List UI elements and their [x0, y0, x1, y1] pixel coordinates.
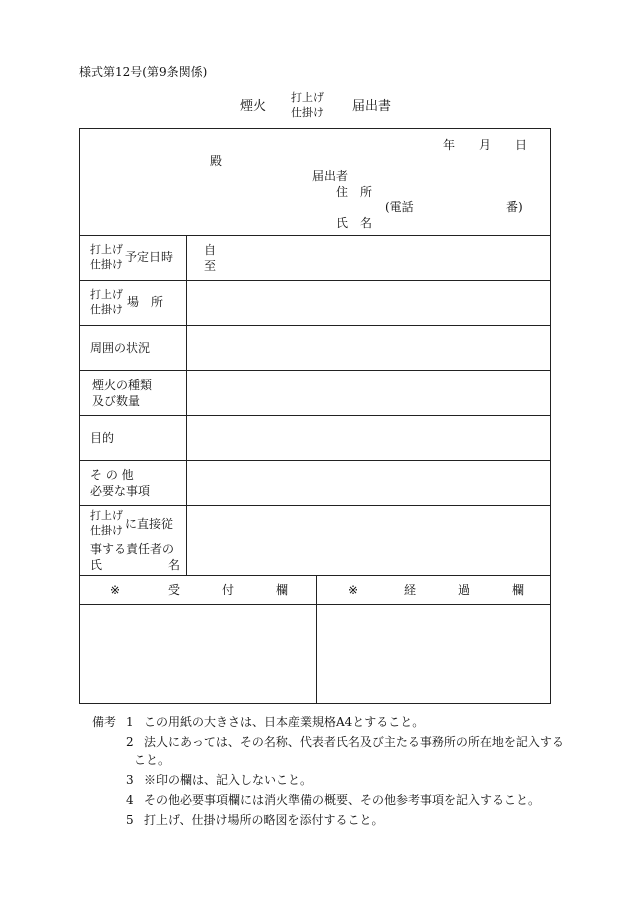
reception-char: 付 — [222, 583, 235, 597]
surroundings-label: 周囲の状況 — [90, 341, 151, 355]
note-text: ※印の欄は、記入しないこと。 — [144, 773, 313, 787]
notes-label: 備考 — [92, 715, 117, 729]
progress-mark: ※ — [348, 583, 359, 597]
addressee-suffix: 殿 — [210, 154, 223, 168]
phone-open-label: (電話 — [385, 200, 414, 214]
progress-char: 欄 — [512, 583, 525, 597]
responsible-stacked-top: 打上げ — [90, 509, 123, 522]
schedule-from-label: 自 — [204, 243, 217, 257]
schedule-label: 予定日時 — [125, 250, 174, 264]
note-text: この用紙の大きさは、日本産業規格A4とすること。 — [144, 715, 425, 729]
responsible-line2: 事する責任者の — [90, 542, 175, 556]
date-year-label: 年 — [443, 138, 456, 152]
place-stacked-bottom: 仕掛け — [90, 303, 123, 316]
progress-char: 過 — [458, 583, 471, 597]
schedule-stacked-bottom: 仕掛け — [90, 258, 123, 271]
column-divider — [186, 235, 187, 575]
schedule-stacked-top: 打上げ — [90, 243, 123, 256]
reception-mark: ※ — [110, 583, 121, 597]
responsible-line3-left: 氏 — [90, 558, 103, 572]
place-label: 場 所 — [127, 295, 164, 309]
note-number: 2 — [126, 735, 134, 749]
row-divider — [80, 235, 550, 236]
address-label: 住 所 — [336, 185, 373, 199]
row-divider — [80, 604, 550, 605]
title-notification: 届出書 — [352, 99, 392, 114]
fireworks-type-line1: 煙火の種類 — [92, 378, 153, 392]
schedule-to-label: 至 — [204, 259, 217, 273]
purpose-label: 目的 — [90, 431, 115, 445]
row-divider — [80, 415, 550, 416]
row-divider — [80, 370, 550, 371]
other-line2: 必要な事項 — [90, 484, 151, 498]
title-stacked-bottom: 仕掛け — [291, 106, 324, 119]
notifier-label: 届出者 — [312, 169, 349, 183]
note-continuation: こと。 — [134, 753, 171, 767]
place-stacked-top: 打上げ — [90, 288, 123, 301]
row-divider — [80, 280, 550, 281]
name-label: 氏 名 — [336, 216, 373, 230]
reception-char: 欄 — [276, 583, 289, 597]
column-divider — [316, 575, 317, 704]
row-divider — [80, 460, 550, 461]
form-number: 様式第12号(第9条関係) — [79, 65, 208, 79]
form-table — [79, 128, 551, 704]
fireworks-type-line2: 及び数量 — [92, 394, 141, 408]
row-divider — [80, 325, 550, 326]
date-month-label: 月 — [479, 138, 492, 152]
progress-char: 経 — [404, 583, 417, 597]
note-text: 法人にあっては、その名称、代表者氏名及び主たる事務所の所在地を記入する — [144, 735, 564, 749]
row-divider — [80, 575, 550, 576]
responsible-label: に直接従 — [125, 517, 174, 531]
note-number: 5 — [126, 813, 134, 827]
responsible-stacked-bottom: 仕掛け — [90, 524, 123, 537]
reception-char: 受 — [168, 583, 181, 597]
note-number: 3 — [126, 773, 134, 787]
note-number: 1 — [126, 715, 134, 729]
responsible-line3-right: 名 — [168, 558, 181, 572]
note-number: 4 — [126, 793, 134, 807]
title-stacked-top: 打上げ — [291, 91, 324, 104]
other-line1: そ の 他 — [90, 468, 134, 482]
row-divider — [80, 505, 550, 506]
note-text: 打上げ、仕掛け場所の略図を添付すること。 — [144, 813, 384, 827]
title-fireworks: 煙火 — [240, 99, 267, 114]
phone-close-label: 番) — [506, 200, 523, 214]
date-day-label: 日 — [515, 138, 528, 152]
note-text: その他必要事項欄には消火準備の概要、その他参考事項を記入すること。 — [144, 793, 541, 807]
